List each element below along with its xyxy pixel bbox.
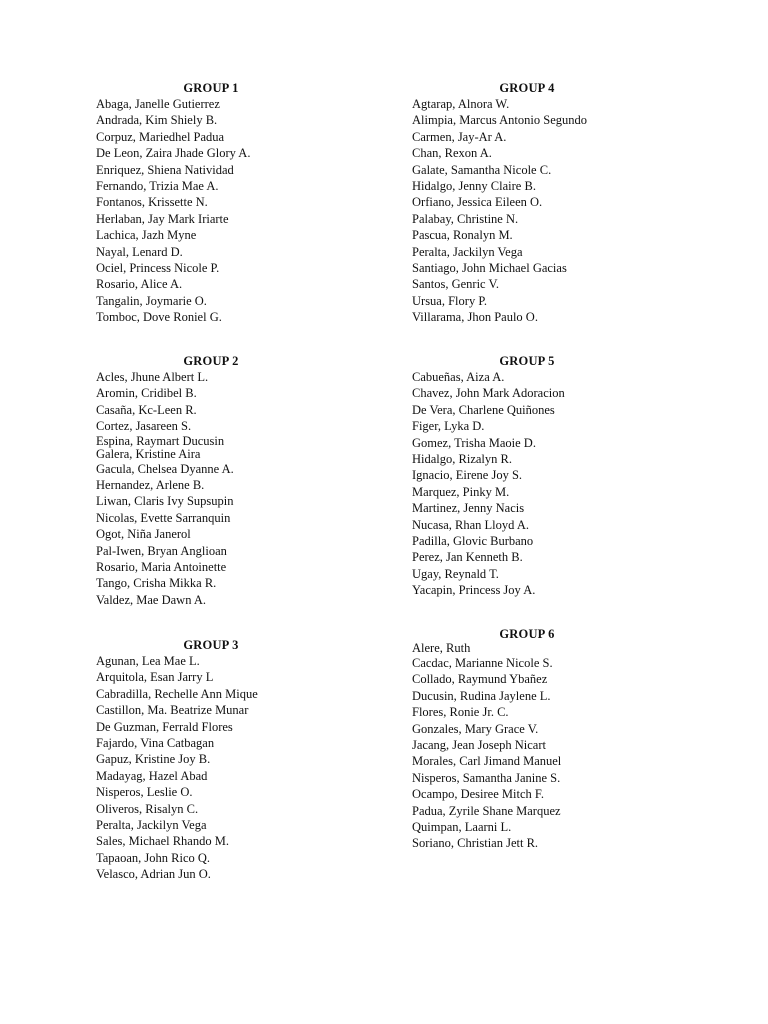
- group-title: GROUP 2: [183, 354, 239, 368]
- list-item: Acles, Jhune Albert L.: [96, 370, 209, 384]
- list-item: Morales, Carl Jimand Manuel: [412, 754, 562, 769]
- member-list: [412, 96, 642, 326]
- list-item: Perez, Jan Kenneth B.: [412, 550, 523, 565]
- list-item: Tomboc, Dove Roniel G.: [96, 310, 222, 325]
- list-item: Velasco, Adrian Jun O.: [96, 867, 211, 882]
- list-item: Alere, Ruth: [412, 641, 471, 655]
- member-list: [96, 96, 326, 326]
- list-item: Tango, Crisha Mikka R.: [96, 576, 217, 591]
- list-item: Santiago, John Michael Gacias: [412, 261, 567, 276]
- list-item: Nicolas, Evette Sarranquin: [96, 510, 231, 525]
- list-item: Abaga, Janelle Gutierrez: [96, 97, 220, 111]
- list-item: Arquitola, Esan Jarry L: [96, 670, 214, 685]
- list-item: Ursua, Flory P.: [412, 293, 488, 308]
- list-item: Chan, Rexon A.: [412, 146, 492, 161]
- list-item: Marquez, Pinky M.: [412, 484, 510, 499]
- list-item: Hidalgo, Jenny Claire B.: [412, 179, 536, 194]
- list-item: Ocampo, Desiree Mitch F.: [412, 787, 544, 802]
- list-item: Nisperos, Leslie O.: [96, 785, 193, 800]
- list-item: Pal-Iwen, Bryan Anglioan: [96, 543, 227, 558]
- list-item: Nucasa, Rhan Lloyd A.: [412, 517, 529, 532]
- list-item: Fernando, Trizia Mae A.: [96, 179, 219, 194]
- list-item: Jacang, Jean Joseph Nicart: [412, 738, 546, 753]
- group-1: [96, 80, 326, 326]
- list-item: Hidalgo, Rizalyn R.: [412, 452, 512, 467]
- group-3: [96, 637, 326, 883]
- list-item: Ogot, Niña Janerol: [96, 527, 191, 542]
- list-item: Chavez, John Mark Adoracion: [412, 386, 565, 401]
- list-item: Ugay, Reynald T.: [412, 566, 499, 581]
- list-item: Galera, Kristine Aira: [96, 446, 201, 461]
- list-item: Alimpia, Marcus Antonio Segundo: [412, 113, 587, 128]
- list-item: Ociel, Princess Nicole P.: [96, 261, 220, 276]
- list-item: Tangalin, Joymarie O.: [96, 293, 207, 308]
- list-item: Hernandez, Arlene B.: [96, 478, 205, 493]
- list-item: Soriano, Christian Jett R.: [412, 836, 539, 851]
- list-item: Ignacio, Eirene Joy S.: [412, 468, 523, 483]
- list-item: Santos, Genric V.: [412, 277, 500, 292]
- list-item: Gapuz, Kristine Joy B.: [96, 752, 211, 767]
- group-6: [412, 626, 642, 852]
- list-item: Flores, Ronie Jr. C.: [412, 705, 509, 720]
- group-title: GROUP 5: [499, 354, 555, 368]
- list-item: Gonzales, Mary Grace V.: [412, 721, 539, 736]
- list-item: De Vera, Charlene Quiñones: [412, 402, 555, 417]
- list-item: Nisperos, Samantha Janine S.: [412, 770, 561, 785]
- list-item: Oliveros, Risalyn C.: [96, 801, 199, 816]
- member-list: [96, 369, 326, 608]
- list-item: Madayag, Hazel Abad: [96, 768, 208, 783]
- list-item: Andrada, Kim Shiely B.: [96, 113, 218, 128]
- list-item: Collado, Raymund Ybañez: [412, 672, 548, 687]
- list-item: Enriquez, Shiena Natividad: [96, 162, 234, 177]
- list-item: Fajardo, Vina Catbagan: [96, 736, 215, 751]
- list-item: Agunan, Lea Mae L.: [96, 654, 200, 668]
- list-item: Peralta, Jackilyn Vega: [412, 244, 523, 259]
- list-item: Rosario, Maria Antoinette: [96, 560, 227, 575]
- list-item: Pascua, Ronalyn M.: [412, 228, 513, 243]
- list-item: Palabay, Christine N.: [412, 211, 519, 226]
- group-4: [412, 80, 642, 326]
- list-item: Liwan, Claris Ivy Supsupin: [96, 494, 234, 509]
- group-2: [96, 353, 326, 608]
- member-list: [96, 653, 326, 883]
- list-item: Cacdac, Marianne Nicole S.: [412, 656, 553, 670]
- list-item: Martinez, Jenny Nacis: [412, 501, 525, 516]
- member-list: [412, 369, 642, 599]
- list-item: Cabueñas, Aiza A.: [412, 370, 505, 384]
- list-item: Nayal, Lenard D.: [96, 244, 183, 259]
- member-list: [412, 642, 642, 852]
- list-item: Rosario, Alice A.: [96, 277, 183, 292]
- list-item: Carmen, Jay-Ar A.: [412, 129, 507, 144]
- group-title: GROUP 1: [183, 81, 239, 95]
- list-item: Agtarap, Alnora W.: [412, 97, 510, 111]
- list-item: Cortez, Jasareen S.: [96, 419, 192, 434]
- list-item: Villarama, Jhon Paulo O.: [412, 310, 538, 325]
- list-item: Peralta, Jackilyn Vega: [96, 818, 207, 833]
- list-item: Figer, Lyka D.: [412, 419, 485, 434]
- list-item: De Leon, Zaira Jhade Glory A.: [96, 146, 251, 161]
- group-5: [412, 353, 642, 599]
- list-item: Galate, Samantha Nicole C.: [412, 162, 552, 177]
- list-item: Gomez, Trisha Maoie D.: [412, 435, 536, 450]
- list-item: De Guzman, Ferrald Flores: [96, 719, 233, 734]
- list-item: Cabradilla, Rechelle Ann Mique: [96, 686, 258, 701]
- list-item: Aromin, Cridibel B.: [96, 386, 197, 401]
- list-item: Padilla, Glovic Burbano: [412, 534, 534, 549]
- list-item: Ducusin, Rudina Jaylene L.: [412, 688, 551, 703]
- list-item: Herlaban, Jay Mark Iriarte: [96, 211, 229, 226]
- list-item: Valdez, Mae Dawn A.: [96, 592, 207, 607]
- list-item: Espina, Raymart Ducusin: [96, 433, 225, 448]
- list-item: Lachica, Jazh Myne: [96, 228, 197, 243]
- list-item: Sales, Michael Rhando M.: [96, 834, 229, 849]
- list-item: Corpuz, Mariedhel Padua: [96, 129, 225, 144]
- list-item: Fontanos, Krissette N.: [96, 195, 208, 210]
- list-item: Castillon, Ma. Beatrize Munar: [96, 703, 249, 718]
- list-item: Tapaoan, John Rico Q.: [96, 850, 211, 865]
- list-item: Yacapin, Princess Joy A.: [412, 583, 536, 598]
- list-item: Casaña, Kc-Leen R.: [96, 402, 197, 417]
- list-item: Padua, Zyrile Shane Marquez: [412, 803, 561, 818]
- group-title: GROUP 4: [499, 81, 555, 95]
- group-title: GROUP 6: [499, 627, 555, 641]
- group-title: GROUP 3: [183, 638, 239, 652]
- list-item: Gacula, Chelsea Dyanne A.: [96, 461, 234, 476]
- list-item: Orfiano, Jessica Eileen O.: [412, 195, 543, 210]
- list-item: Quimpan, Laarni L.: [412, 820, 512, 835]
